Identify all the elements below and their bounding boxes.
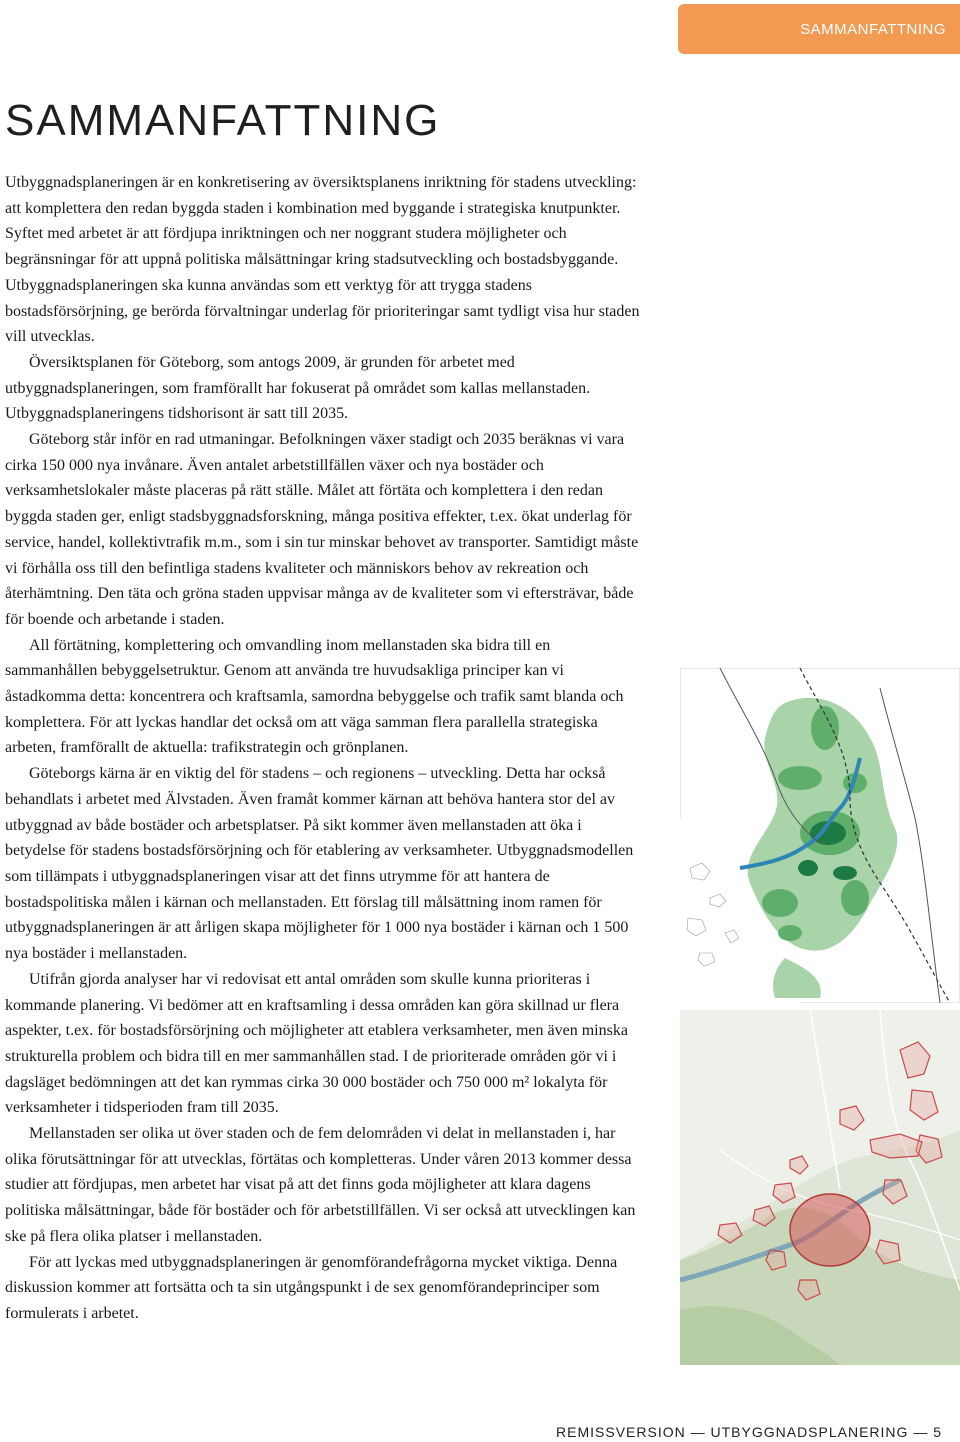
paragraph: Göteborgs kärna är en viktig del för stadens – och regionens – utveckling. Detta har också behandlats i arbetet med Älvstaden. Även framåt kommer kärnan att behöva hantera stor del av utbyggnad av både bostäder och arbetsplatser. På sikt kommer även mellanstaden att öka i betydelse för stadens bostadsförsörjning och för etablering av verksamheter. Utbyggnadsmodellen som tillämpats i utbyggnadsplaneringen visar att det finns utrymme för att hantera de bostadspolitiska målen i kärnan och mellanstaden. Ett förslag till målsättning inom ramen för utbyggnadsplaneringen är att årligen skapa möjligheter för 1 000 nya bostäder i kärnan och 1 500 nya bostäder i mellanstaden. xyxy=(5,765,634,963)
paragraph: Utbyggnadsplaneringen är en konkretisering av översiktsplanens inriktning för stadens utveckling: att komplettera den redan byggda staden i kombination med byggande i strategiska knutpunkter. Syftet med arbetet är att fördjupa inriktningen och ner noggrant studera möjligheter och begränsningar för att uppnå politiska målsättningar kring stadsutveckling och bostadsbyggande. Utbyggnadsplaneringen ska kunna användas som ett verktyg för att trygga stadens bostadsförsörjning, ge berörda förvaltningar underlag för prioriteringar samt tydligt visa hur staden vill utvecklas. xyxy=(5,174,640,346)
paragraph: För att lyckas med utbyggnadsplaneringen är genomförandefrågorna mycket viktiga. Denna diskussion kommer att fortsätta och ta sin utgångspunkt i de sex genomförandeprinciper som formulerats i arbetet. xyxy=(5,1253,618,1322)
section-tab-label: SAMMANFATTNING xyxy=(800,20,946,38)
paragraph: All förtätning, komplettering och omvandling inom mellanstaden ska bidra till en sammanhållen bebyggelsetruktur. Genom att använda tre huvudsakliga principer kan vi åstadkomma detta: koncentrera och kraftsamla, samordna bebyggelse och trafik samt blanda och komplettera. För att lyckas handlar det också om att väga samman flera parallella strategiska arbeten, framförallt de aktuella: trafikstrategin och grönplanen. xyxy=(5,636,624,757)
priority-areas-map xyxy=(680,1010,960,1365)
green-density-map xyxy=(680,668,960,1003)
paragraph: Utifrån gjorda analyser har vi redovisat ett antal områden som skulle kunna prioriteras i kommande planering. Vi bedömer att en kraftsamling i dessa områden kan göra skillnad ur flera aspekter, t.ex. för bostadsförsörjning och möjligheter att etablera verksamheter, men även minska strukturella problem och bidra till en mer sammanhållen stad. I de prioriterade områden gör vi i dagsläget bedömningen att det kan rymmas cirka 30 000 bostäder och 750 000 m² lokalyta för verksamheter i tidsperioden fram till 2035. xyxy=(5,970,628,1117)
page-title: SAMMANFATTNING xyxy=(5,96,441,145)
paragraph: Översiktsplanen för Göteborg, som antogs 2009, är grunden för arbetet med utbyggnadsplaneringen, som framförallt har fokuserat på området som kallas mellanstaden. Utbyggnadsplaneringens tidshorisont är satt till 2035. xyxy=(5,353,591,423)
section-tab xyxy=(678,4,960,54)
page-footer: REMISSVERSION — UTBYGGNADSPLANERING — 5 xyxy=(556,1424,942,1440)
body-text xyxy=(5,170,645,1327)
paragraph: Göteborg står inför en rad utmaningar. Befolkningen växer stadigt och 2035 beräknas vi vara cirka 150 000 nya invånare. Även antalet arbetstillfällen växer och nya bostäder och verksamhetslokaler måste placeras på rätt ställe. Målet att förtäta och komplettera i den redan byggda staden ger, enligt stadsbyggnadsforskning, många positiva effekter, t.ex. ökat underlag för service, handel, kollektivtrafik m.m., som i sin tur minskar behovet av transporter. Samtidigt måste vi förhålla oss till den befintliga stadens kvaliteter och människors behov av rekreation och återhämtning. Den täta och gröna staden uppvisar många av de kvaliteter som vi eftersträvar, både för boende och arbetande i staden. xyxy=(5,431,639,628)
paragraph: Mellanstaden ser olika ut över staden och de fem delområden vi delat in mellanstaden i, har olika förutsättningar för att utvecklas, förtätas och kompletteras. Under våren 2013 kommer dessa studier att fördjupas, men arbetet har visat på att det finns goda möjligheter att klara dagens politiska målsättningar, både för bostäder och för arbetstillfällen. Vi ser också att utvecklingen kan ske på flera olika platser i mellanstaden. xyxy=(5,1125,636,1245)
